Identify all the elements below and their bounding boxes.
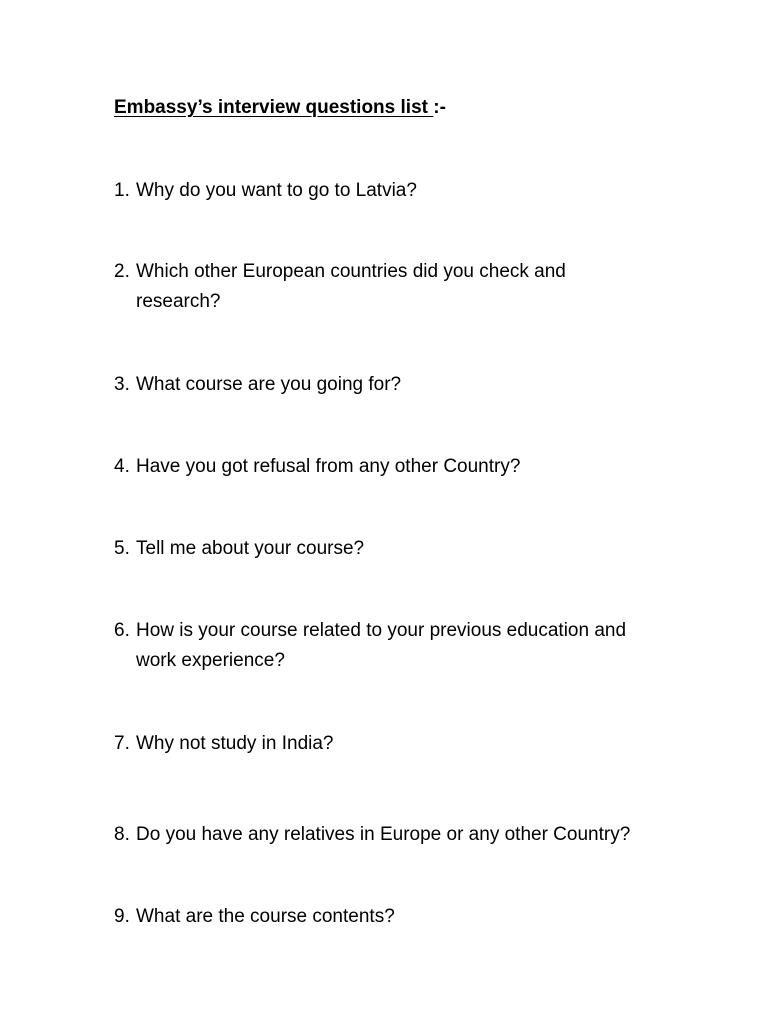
question-text: Have you got refusal from any other Country?: [136, 456, 521, 477]
question-text: Do you have any relatives in Europe or any other Country?: [136, 824, 631, 845]
question-number: 2.: [114, 261, 130, 282]
question-6: [114, 616, 714, 676]
question-number: 8.: [114, 824, 130, 845]
question-text: Which other European countries did you check and: [136, 261, 566, 282]
question-1: [114, 176, 714, 206]
question-2: [114, 257, 714, 317]
question-text: Tell me about your course?: [136, 538, 365, 559]
question-text: Why do you want to go to Latvia?: [136, 180, 417, 201]
question-8: [114, 820, 714, 850]
question-5: [114, 534, 714, 564]
question-number: 6.: [114, 620, 130, 641]
question-text: How is your course related to your previous education and: [136, 620, 627, 641]
question-text-continued: work experience?: [136, 650, 285, 671]
document-title-suffix: :-: [433, 97, 446, 118]
question-text: What course are you going for?: [136, 374, 402, 395]
question-number: 3.: [114, 374, 130, 395]
question-text: What are the course contents?: [136, 906, 395, 927]
question-4: [114, 452, 714, 482]
question-7: [114, 729, 714, 759]
question-number: 7.: [114, 733, 130, 754]
question-3: [114, 370, 714, 400]
document-title-text: Embassy’s interview questions list: [114, 97, 434, 118]
question-text: Why not study in India?: [136, 733, 334, 754]
question-number: 1.: [114, 180, 130, 201]
question-text-continued: research?: [136, 291, 221, 312]
question-number: 9.: [114, 906, 130, 927]
document-title: [114, 95, 446, 121]
question-number: 5.: [114, 538, 130, 559]
question-number: 4.: [114, 456, 130, 477]
question-9: [114, 902, 714, 932]
